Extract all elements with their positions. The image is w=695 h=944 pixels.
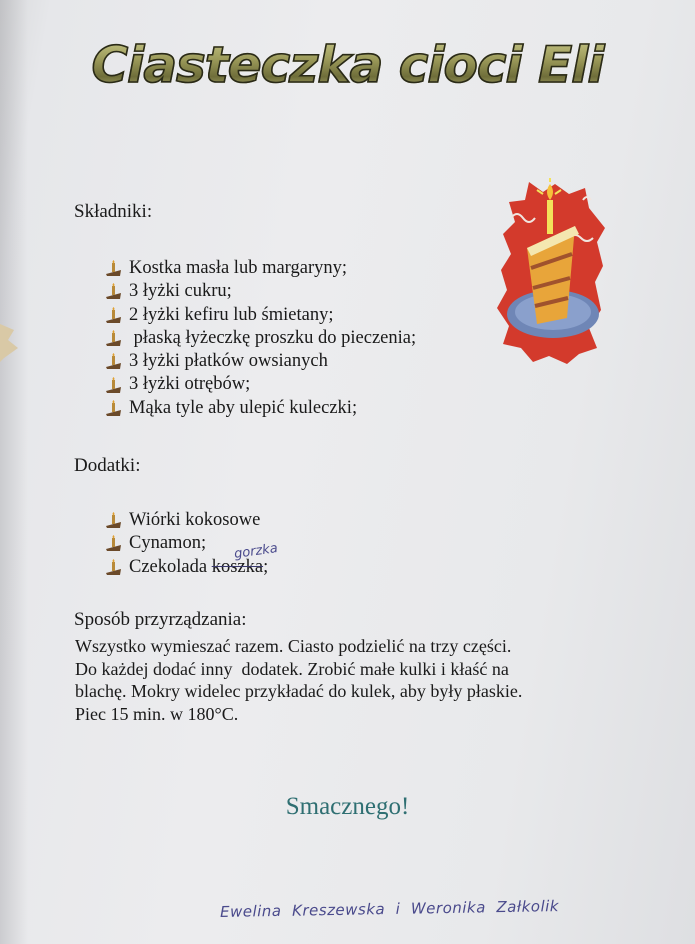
candle-bullet-icon	[104, 307, 123, 324]
method-heading: Sposób przyrządzania:	[74, 609, 247, 630]
handwritten-signature: Ewelina Kreszewska i Weronika Załkolik	[219, 897, 560, 921]
ingredients-list	[104, 257, 416, 420]
candle-bullet-icon	[104, 512, 123, 529]
list-item: Kostka masła lub margaryny;	[104, 257, 416, 280]
recipe-title: Ciasteczka cioci Eli	[0, 36, 695, 94]
list-item: Czekolada koszka ;	[104, 556, 268, 579]
candle-bullet-icon	[104, 330, 123, 347]
list-item: 3 łyżki cukru;	[104, 280, 416, 303]
candle-bullet-icon	[104, 535, 123, 552]
candle-bullet-icon	[104, 283, 123, 300]
list-item: płaską łyżeczkę proszku do pieczenia;	[104, 327, 416, 350]
list-item: Cynamon;	[104, 532, 268, 555]
ingredients-heading: Składniki:	[74, 201, 153, 222]
candle-bullet-icon	[104, 353, 123, 370]
method-text: Wszystko wymieszać razem. Ciasto podzielić na trzy części. Do każdej dodać inny dodatek. Zrobić małe kulki i kłaść na blachę. Mokry widelec przykładać do kulek, aby były płaskie. Piec 15 min. w 180°C.	[75, 636, 523, 724]
list-item: Wiórki kokosowe	[104, 509, 268, 532]
list-item: Mąka tyle aby ulepić kuleczki;	[104, 397, 416, 420]
candle-bullet-icon	[104, 400, 123, 417]
birthday-cake-slice-illustration	[497, 178, 605, 364]
extras-heading: Dodatki:	[74, 455, 141, 476]
extras-list	[104, 509, 268, 579]
candle-bullet-icon	[104, 377, 123, 394]
candle-bullet-icon	[104, 260, 123, 277]
list-item: 3 łyżki płatków owsianych	[104, 350, 416, 373]
paper-tear-mark	[0, 318, 24, 366]
closing-greeting: Smacznego!	[285, 793, 410, 820]
list-item: 3 łyżki otrębów;	[104, 373, 416, 396]
handwritten-correction: gorzka	[233, 541, 279, 562]
list-item: 2 łyżki kefiru lub śmietany;	[104, 304, 416, 327]
struck-word: koszka	[211, 556, 264, 577]
candle-bullet-icon	[104, 559, 123, 576]
